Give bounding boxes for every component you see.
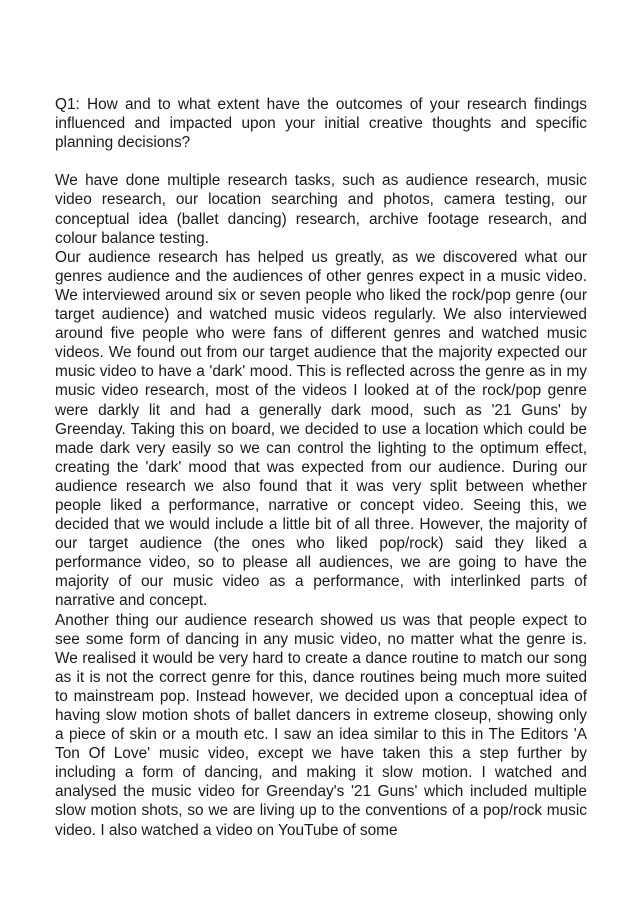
- document-page: [55, 95, 587, 840]
- paragraph-audience-research: Our audience research has helped us greatly, as we discovered what our genres audience and the audiences of other genres expect in a music video. We interviewed around six or seven people who liked the rock/pop genre (our target audience) and watched music videos regularly. We also interviewed around five people who were fans of different genres and watched music videos. We found out from our target audience that the majority expected our music video to have a 'dark' mood. This is reflected across the genre as in my music video research, most of the videos I looked at of the rock/pop genre were darkly lit and had a generally dark mood, such as '21 Guns' by Greenday. Taking this on board, we decided to use a location which could be made dark very easily so we can control the lighting to the optimum effect, creating the 'dark' mood that was expected from our audience. During our audience research we also found that it was very split between whether people liked a performance, narrative or concept video. Seeing this, we decided that we would include a little bit of all three. However, the majority of our target audience (the ones who liked pop/rock) said they liked a performance video, so to please all audiences, we are going to have the majority of our music video as a performance, with interlinked parts of narrative and concept.: [55, 248, 587, 610]
- paragraph-research-tasks: We have done multiple research tasks, such as audience research, music video research, our location searching and photos, camera testing, our conceptual idea (ballet dancing) research, archive footage research, and colour balance testing.: [55, 172, 587, 247]
- question-heading: Q1: How and to what extent have the outcomes of your research findings influenced and impacted upon your initial creative thoughts and specific planning decisions?: [55, 96, 587, 152]
- paragraph-dancing-concept: Another thing our audience research showed us was that people expect to see some form of dancing in any music video, no matter what the genre is. We realised it would be very hard to create a dance routine to match our song as it is not the correct genre for this, dance routines being much more suited to mainstream pop. Instead however, we decided upon a conceptual idea of having slow motion shots of ballet dancers in extreme closeup, showing only a piece of skin or a mouth etc. I saw an idea similar to this in The Editors 'A Ton Of Love' music video, except we have taken this a step further by including a form of dancing, and making it slow motion. I watched and analysed the music video for Greenday's '21 Guns' which included multiple slow motion shots, so we are living up to the conventions of a pop/rock music video. I also watched a video on YouTube of some: [55, 611, 587, 839]
